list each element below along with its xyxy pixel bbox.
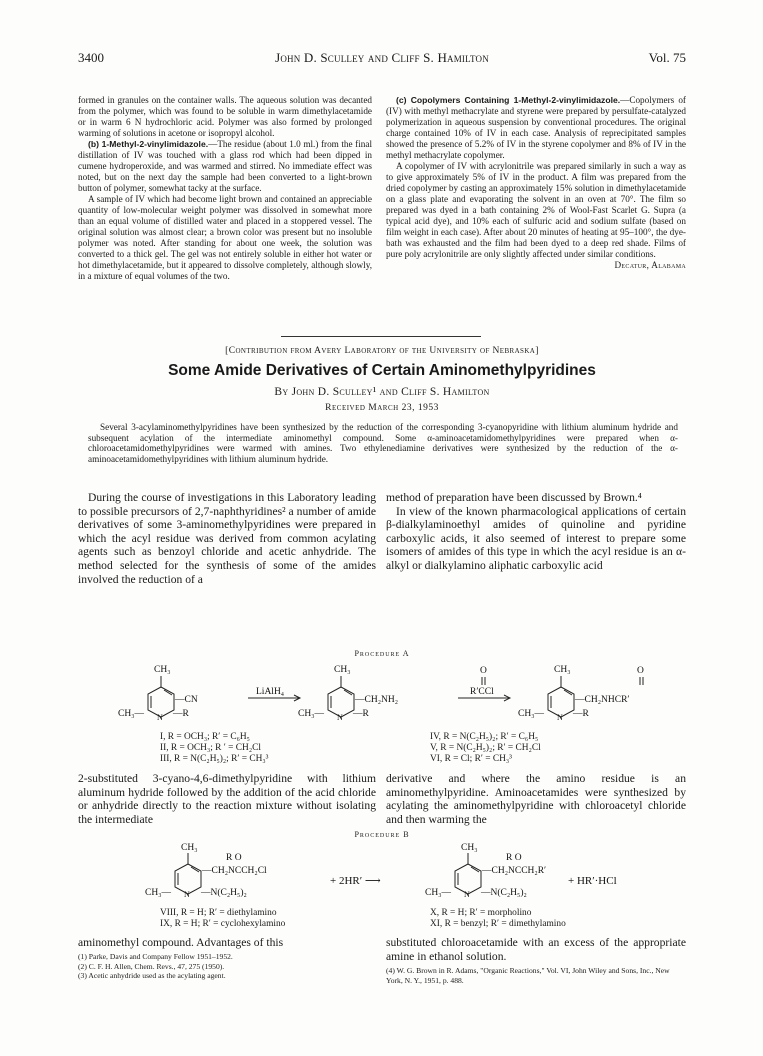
mid-right-column — [386, 772, 686, 826]
substituent-label: —CH₂NH₂ — [355, 695, 399, 705]
received-date: Received March 23, 1953 — [325, 403, 439, 413]
carbonyl-o: O — [637, 666, 644, 676]
paragraph: A sample of IV which had become light brown and contained an appreciable quantity of low-molecular weight polymer was dissolved in somewhat more than an equal volume of distilled water and placed in a stoppered vessel. The original solution was almost clear; a brown color was present but no insoluble polymer was noted. After standing for about one week, the solution was converted to a thick gel. The gel was not entirely soluble in either hot water or hot dimethylacetamide, but it appeared to dissolve completely, although slowly, in a mixture of equal volumes of the two. — [78, 194, 372, 281]
compound-definition: V, R = N(C₂H₅)₂; R′ = CH₂Cl — [430, 743, 541, 753]
compound-definition: VI, R = Cl; R′ = CH₃³ — [430, 754, 512, 764]
paragraph: During the course of investigations in this Laboratory leading to possible precursors of 2,7-naphthyridines² a number of amide derivatives of some 3-aminomethylpyridines were prepared in which the acyl residue was derived from common acylating agents such as benzoyl chloride and acetic anhydride. The method selected for the synthesis of some of the amides involved the reduction of a — [78, 491, 376, 586]
end-right-column — [386, 936, 686, 963]
paragraph: (b) 1-Methyl-2-vinylimidazole.—The residue (about 1.0 ml.) from the final distillation of IV was touched with a glass rod which had been dipped in cumene hydroperoxide, and was warmed and stirred. No immediate effect was noted, but on the next day the sample had been converted to a light-brown button of polymer, somewhat tacky at the surface. — [78, 139, 372, 193]
procedure-b-definitions-left — [160, 908, 285, 930]
ro-label: R O — [226, 853, 242, 863]
paragraph: formed in granules on the container walls. The aqueous solution was decanted from the polymer, which was found to be soluble in warm dimethylacetamide or in warm 6 N hydrochloric acid. Polymer was also formed by prolonged warming of solutions in acetone or isopropyl alcohol. — [78, 95, 372, 138]
paragraph: derivative and where the amino residue is an aminomethylpyridine. Aminoacetamides were synthesized by acylating the aminomethylpyridine with chloroacetyl chloride and then warming the — [386, 772, 686, 826]
ring-nitrogen: N — [157, 713, 163, 722]
footnotes-left — [78, 952, 376, 981]
paragraph: (c) Copolymers Containing 1-Methyl-2-vinylimidazole.—Copolymers of (IV) with methyl methacrylate and styrene were prepared by persulfate-catalyzed polymerization in aqueous suspension by conventional procedures. The original charge contained 10% of IV in each case. Analysis of reprecipitated samples showed the presence of 5.2% of IV in the styrene copolymer and 8% of IV in the methyl methacrylate copolymer. — [386, 95, 686, 160]
footnotes-right — [386, 966, 686, 985]
substituent-label: —CH₂NHCR′ — [575, 695, 630, 705]
contribution-line: [Contribution from Avery Laboratory of the University of Nebraska] — [225, 346, 539, 356]
methyl-label: CH₃— — [425, 888, 452, 898]
substituent-label: —N(C₂H₅)₂ — [201, 888, 247, 898]
carbonyl-o: O — [480, 666, 487, 676]
subsection-heading: (b) 1-Methyl-2-vinylimidazole. — [88, 139, 209, 149]
reaction-scheme-b — [78, 840, 686, 912]
compound-definition: I, R = OCH₃; R′ = C₆H₅ — [160, 732, 250, 742]
page-header — [78, 50, 686, 68]
footnote: (1) Parke, Davis and Company Fellow 1951–1952. — [78, 952, 233, 961]
compound-definition: X, R = H; R′ = morpholino — [430, 908, 532, 918]
location: Decatur, Alabama — [614, 260, 686, 270]
substituent-label: —CH₂NCCH₂R′ — [482, 866, 547, 876]
ring-nitrogen: N — [337, 713, 343, 722]
intro-right-column — [386, 491, 686, 573]
procedure-a-definitions-right — [430, 732, 541, 765]
paragraph: In view of the known pharmacological applications of certain β-dialkylaminoethyl amides of quinoline and pyridine carboxylic acids, it also seemed of interest to prepare some isomers of amides of this type in which the acyl residue is an α-alkyl or dialkylamino aliphatic carboxylic acid — [386, 504, 686, 572]
prev-article-right-column — [386, 95, 686, 271]
paragraph: aminomethyl compound. Advantages of this — [78, 936, 284, 949]
byline: By John D. Sculley¹ and Cliff S. Hamilton — [274, 386, 490, 398]
compound-definition: IX, R = H; R′ = cyclohexylamino — [160, 919, 286, 929]
procedure-a-label: Procedure A — [354, 649, 410, 658]
methyl-label: CH₃ — [334, 665, 351, 675]
compound-definition: IV, R = N(C₂H₅)₂; R′ = C₆H₅ — [430, 732, 539, 742]
methyl-label: CH₃ — [154, 665, 171, 675]
compound-definition: VIII, R = H; R′ = diethylamino — [160, 908, 277, 918]
methyl-label: CH₃— — [145, 888, 172, 898]
reagent-label: R′CCl — [470, 687, 494, 697]
ring-nitrogen: N — [464, 890, 470, 899]
procedure-b-label: Procedure B — [354, 830, 410, 839]
reagent-label: + 2HR′ ⟶ — [330, 875, 381, 887]
procedure-b-scheme — [78, 840, 686, 912]
reagent-label: LiAlH₄ — [256, 687, 285, 697]
byproduct-label: + HR′·HCl — [568, 875, 617, 887]
methyl-label: CH₃ — [554, 665, 571, 675]
r-label: —R — [573, 709, 589, 719]
methyl-label: CH₃— — [118, 709, 145, 719]
procedure-b-definitions-right — [430, 908, 566, 930]
methyl-label: CH₃— — [518, 709, 545, 719]
footnote: (4) W. G. Brown in R. Adams, "Organic Reactions," Vol. VI, John Wiley and Sons, Inc., New York, N. Y., 1951, p. 488. — [386, 966, 670, 985]
end-left-column — [78, 936, 376, 950]
footnote: (2) C. F. H. Allen, Chem. Revs., 47, 275 (1950). — [78, 961, 225, 971]
running-title: John D. Sculley and Cliff S. Hamilton — [275, 50, 489, 65]
intro-left-column — [78, 491, 376, 586]
procedure-a-scheme — [78, 660, 686, 742]
reaction-scheme-a — [78, 660, 686, 742]
prev-article-left-column — [78, 95, 372, 282]
paragraph: substituted chloroacetamide with an excess of the appropriate amine in ethanol solution. — [386, 936, 686, 963]
article-title: Some Amide Derivatives of Certain Aminomethylpyridines — [168, 362, 596, 379]
ro-label: R O — [506, 853, 522, 863]
substituent-label: —CN — [175, 695, 198, 705]
compound-definition: II, R = OCH₃; R ′ = CH₂Cl — [160, 743, 261, 753]
methyl-label: CH₃ — [461, 843, 478, 853]
methyl-label: CH₃ — [181, 843, 198, 853]
volume-number: Vol. 75 — [648, 50, 686, 65]
page-number: 3400 — [78, 50, 104, 65]
mid-left-column — [78, 772, 376, 826]
ring-nitrogen: N — [557, 713, 563, 722]
ring-nitrogen: N — [184, 890, 190, 899]
r-label: —R — [353, 709, 369, 719]
compound-definition: XI, R = benzyl; R′ = dimethylamino — [430, 919, 566, 929]
paragraph: 2-substituted 3-cyano-4,6-dimethylpyridine with lithium aluminum hydride followed by the addition of the acid chloride or anhydride directly to the reaction mixture without isolating the intermediate — [78, 772, 376, 826]
procedure-a-definitions-left — [160, 732, 268, 765]
r-label: —R — [173, 709, 189, 719]
abstract: Several 3-acylaminomethylpyridines have been synthesized by the reduction of the corresponding 3-cyanopyridine with lithium aluminum hydride and subsequent acylation of the intermediate aminomethyl compound. Some α-aminoacetamidomethylpyridines were prepared when α-chloroacetamidomethylpyridines were warmed with amines. Two ethylenediamine derivatives were synthesized by the reduction of the α-aminoacetamidomethylpyridines with lithium aluminum hydride. — [88, 422, 678, 464]
section-divider — [281, 336, 481, 337]
subsection-heading: (c) Copolymers Containing 1-Methyl-2-vinylimidazole. — [396, 95, 621, 105]
methyl-label: CH₃— — [298, 709, 325, 719]
substituent-label: —CH₂NCCH₂Cl — [202, 866, 267, 876]
paragraph: A copolymer of IV with acrylonitrile was prepared similarly in such a way as to give approximately 5% of IV in the product. A film was prepared from the dried copolymer by casting an approximately 15% solution in dimethylacetamide on a glass plate and evaporating the solvent in an oven at 70°. The film so prepared was dyed in a bath containing 2% of Wool-Fast Scarlet G. Supra (a typical acid dye), and 10% each of sulfuric acid and sodium sulfate (based on film weight in each case). After about 20 minutes of heating at 95–100°, the dye-bath was exhausted and the film had been dyed to a deep red shade. Films of pure poly acrylonitrile are only slightly affected under similar conditions. — [386, 161, 686, 259]
paragraph: method of preparation have been discussed by Brown.⁴ — [386, 491, 642, 504]
footnote: (3) Acetic anhydride used as the acylating agent. — [78, 971, 226, 981]
substituent-label: —N(C₂H₅)₂ — [481, 888, 527, 898]
compound-definition: III, R = N(C₂H₅)₂; R′ = CH₃³ — [160, 754, 269, 764]
